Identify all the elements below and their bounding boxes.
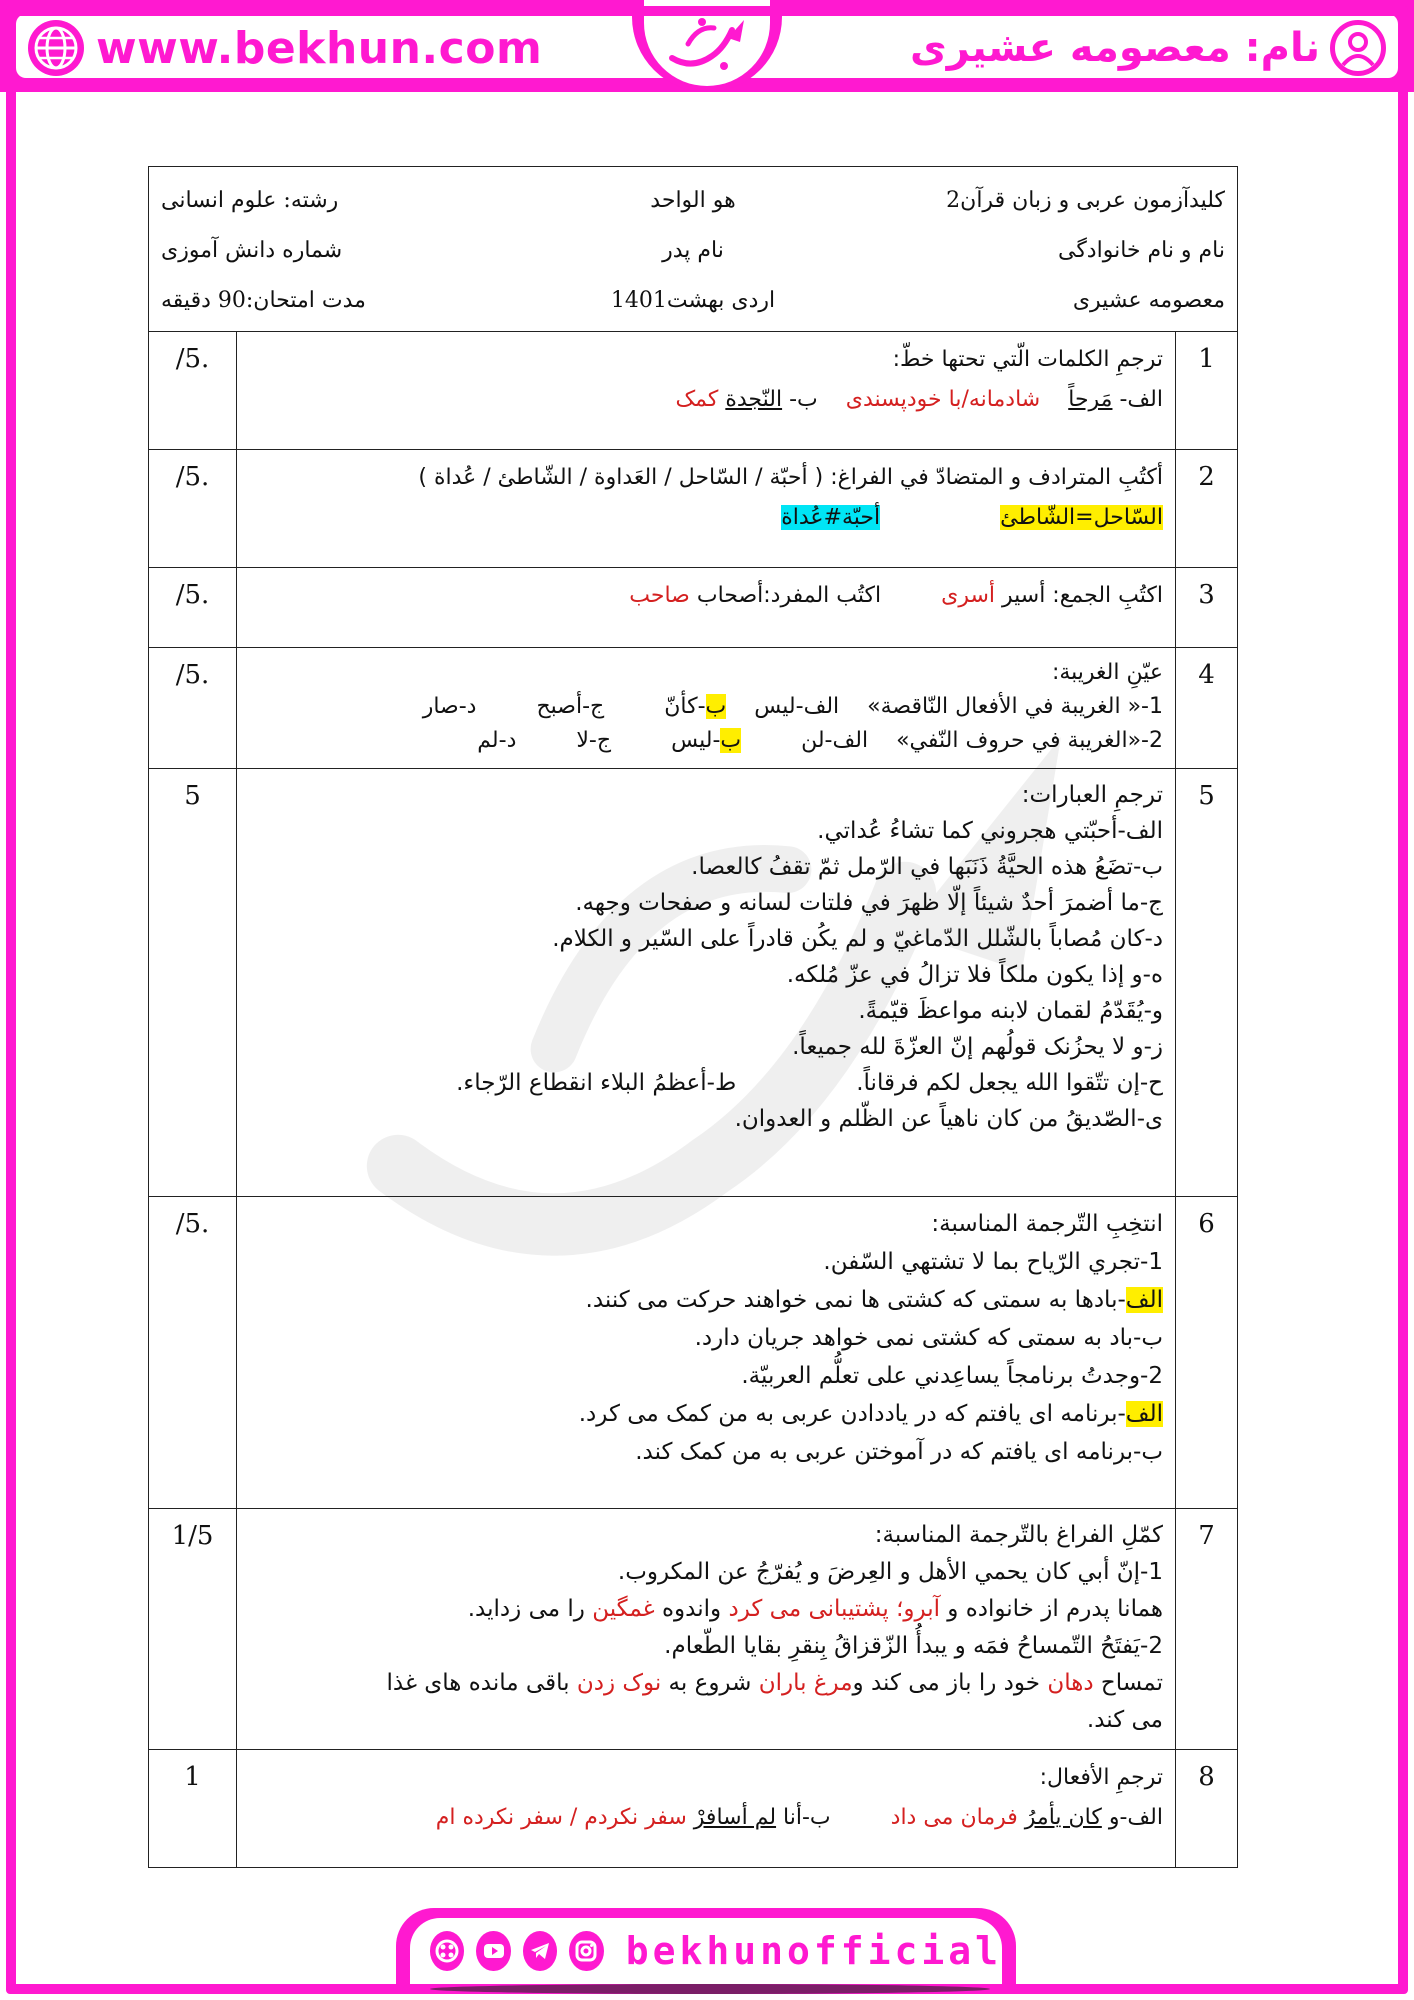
telegram-icon[interactable] (523, 1931, 557, 1971)
question-title: ترجمِ العبارات: (1021, 782, 1163, 808)
question-row-7 (149, 1509, 1238, 1750)
youtube-icon[interactable] (476, 1931, 510, 1971)
question-line: الف-بادها به سمتی که کشتی ها نمی خواهند حرکت می کنند. (585, 1287, 1163, 1313)
question-body (237, 1750, 1176, 1868)
aparat-icon[interactable] (430, 1931, 464, 1971)
exam-header-row (149, 167, 1238, 332)
question-line: ی-الصّدیقُ من کان ناهیاً عن الظّلم و العدوان. (734, 1106, 1163, 1132)
question-title: ترجمِ الأفعال: (1039, 1765, 1163, 1790)
answer-highlight: السّاحل=الشّاطئ (1000, 505, 1163, 530)
answer-text: نوک زدن (576, 1670, 662, 1696)
question-number: 1 (1176, 332, 1238, 450)
question-row-3 (149, 568, 1238, 648)
question-score: /5. (149, 648, 237, 769)
header-line-2 (161, 225, 1225, 275)
student-id-label: شماره دانش آموزی (161, 237, 343, 263)
exam-table (148, 166, 1238, 1868)
question-line: ب-تضَعُ هذه الحيَّةُ ذَنَبَها في الرّمل ثمّ تقفُ كالعصا. (691, 854, 1163, 880)
answer-highlight: ب (705, 694, 727, 719)
question-body (237, 450, 1176, 568)
question-line: 1-إنّ أبي كان يحمي الأهل و العِرضَ و يُفرّجُ عن المكروب. (617, 1559, 1163, 1585)
question-number: 7 (1176, 1509, 1238, 1750)
answer-text: شادمانه/با خودپسندی (845, 387, 1041, 412)
question-number: 3 (1176, 568, 1238, 648)
question-number: 4 (1176, 648, 1238, 769)
question-title: انتخِبِ التّرجمة المناسبة: (931, 1211, 1163, 1237)
answer-text: صاحب (629, 583, 690, 608)
exam-header (149, 167, 1238, 332)
teacher-name: معصومه عشیری (1072, 287, 1225, 313)
question-line: 1-« الغریبة في الأفعال النّاقصة»الف-لیسب-کأنّج-أصبحد-صار (422, 694, 1163, 719)
answer-text: مرغ باران (758, 1670, 853, 1696)
question-number: 6 (1176, 1197, 1238, 1509)
question-line: ح-إن تتّقوا الله يجعل لكم فرقاناً.ط-أعظمُ البلاء انقطاع الرّجاء. (456, 1070, 1163, 1096)
question-score: /5. (149, 1197, 237, 1509)
question-row-8 (149, 1750, 1238, 1868)
exam-date: اردی بهشت1401 (610, 287, 776, 313)
footer-handle[interactable]: bekhunofficial (625, 1929, 1002, 1973)
question-line: الف-أحبّتي هجروني كما تشاءُ عُداتي. (817, 818, 1163, 844)
answer-text: غمگین (592, 1596, 655, 1622)
question-row-4 (149, 648, 1238, 769)
question-row-5 (149, 769, 1238, 1197)
question-score: 1 (149, 1750, 237, 1868)
father-name-label: نام پدر (662, 237, 724, 263)
question-body (237, 332, 1176, 450)
question-line: اکتُبِ الجمع: أسیر أسریاکتُب المفرد:أصحاب صاحب (629, 583, 1163, 608)
question-line: 2-«الغریبة في حروف النّفي»الف-لنب-لیسج-لاد-لم (477, 728, 1163, 753)
answer-text: کمک (675, 387, 719, 412)
question-line: ز-و لا يحزُنک قولُهم إنّ العزّةَ لله جميعاً. (792, 1034, 1163, 1060)
social-bar (410, 1918, 1002, 1984)
question-score: /5. (149, 450, 237, 568)
answer-text: فرمان می داد (890, 1805, 1018, 1830)
question-row-6 (149, 1197, 1238, 1509)
question-line: ب-باد به سمتی که کشتی نمی خواهد جریان دارد. (694, 1325, 1163, 1351)
question-score: /5. (149, 568, 237, 648)
student-name: نام: معصومه عشیری (910, 25, 1320, 71)
question-title: أکتُبِ المترادف و المتضادّ في الفراغ: ( أحبّة / السّاحل / العَداوة / الشّاطئ / عُداة ) (418, 465, 1163, 490)
footer-tab (396, 1908, 1016, 1984)
exam-title: کلیدآزمون عربی و زبان قرآن2 (946, 187, 1225, 213)
underlined-word: النّجدة (725, 387, 783, 412)
answer-text: دهان (1047, 1670, 1094, 1696)
question-number: 2 (1176, 450, 1238, 568)
exam-invocation: هو الواحد (650, 187, 736, 213)
answer-text: أسری (941, 583, 995, 608)
question-line (249, 498, 1163, 538)
website-link[interactable]: www.bekhun.com (96, 22, 543, 74)
exam-field: رشته: علوم انسانی (161, 187, 339, 213)
question-line: د-كان مُصاباً بالشّلل الدّماغيّ و لم يكُن قادراً على السّير و الكلام. (552, 926, 1163, 952)
question-line: الف-و كان يأمرُ فرمان می دادب-أنا لم أسافرْ سفر نکردم / سفر نکرده ام (435, 1805, 1163, 1830)
question-line: ج-ما أضمرَ أحدٌ شيئاً إلّا ظهرَ في فلتات لسانه و صفحات وجهه. (575, 890, 1163, 916)
underlined-word: لم أسافرْ (693, 1805, 777, 1830)
question-line: تمساح دهان خود را باز می کند ومرغ باران شروع به نوک زدن باقی مانده های غذا (386, 1670, 1163, 1696)
question-title: کمّلِ الفراغ بالتّرجمة المناسبة: (874, 1522, 1163, 1548)
underlined-word: مَرحاً (1068, 387, 1113, 412)
answer-text: آبرو؛ پشتیبانی می کرد (728, 1596, 940, 1622)
question-line: 2-يَفتَحُ التّمساحُ فمَه و يبدأُ الزّقزاقُ بِنقرِ بقايا الطّعام. (664, 1633, 1163, 1659)
question-body (237, 568, 1176, 648)
answer-highlight: الف (1125, 1287, 1163, 1313)
question-line: 2-وجدتُ برنامجاً يساعِدني على تعلُّم العربيّة. (741, 1363, 1163, 1389)
header-line-1 (161, 175, 1225, 225)
instagram-icon[interactable] (569, 1931, 603, 1971)
question-line: ب-برنامه ای یافتم که در آموختن عربی به من کمک کند. (635, 1439, 1163, 1465)
question-line: الف- مَرحاًشادمانه/با خودپسندیب- النّجدة کمک (675, 387, 1163, 412)
question-row-2 (149, 450, 1238, 568)
footer-shadow (430, 1984, 990, 1994)
answer-highlight: أحبّة#عُداة (781, 505, 881, 530)
question-title: عیّنِ الغریبة: (1051, 660, 1163, 685)
answer-highlight: ب (720, 728, 742, 753)
question-body (237, 648, 1176, 769)
question-line: و-يُقَدّمُ لقمان لابنه مواعظَ قيّمةً. (858, 998, 1163, 1024)
question-line: ه-و إذا يكون ملكاً فلا تزالُ في عزّ مُلكه. (786, 962, 1163, 988)
question-number: 5 (1176, 769, 1238, 1197)
exam-duration: مدت امتحان:90 دقیقه (161, 287, 366, 313)
question-title: ترجمِ الکلمات الّتي تحتها خطّ: (892, 347, 1163, 372)
underlined-word: كان يأمرُ (1024, 1805, 1102, 1830)
question-body (237, 769, 1176, 1197)
header-line-3 (161, 275, 1225, 325)
question-line: 1-تجري الرّياح بما لا تشتهي السّفن. (823, 1249, 1163, 1275)
question-line: همانا پدرم از خانواده و آبرو؛ پشتیبانی می کرد واندوه غمگین را می زداید. (467, 1596, 1163, 1622)
answer-text: سفر نکردم / سفر نکرده ام (435, 1805, 687, 1830)
student-name-label: نام و نام خانوادگی (1057, 237, 1225, 263)
answer-highlight: الف (1125, 1401, 1163, 1427)
question-line: الف-برنامه ای یافتم که در یاددادن عربی به من کمک می کرد. (578, 1401, 1163, 1427)
question-body (237, 1197, 1176, 1509)
question-score: 1/5 (149, 1509, 237, 1750)
question-score: /5. (149, 332, 237, 450)
question-body (237, 1509, 1176, 1750)
question-number: 8 (1176, 1750, 1238, 1868)
question-score: 5 (149, 769, 237, 1197)
question-line: می کند. (1086, 1707, 1163, 1733)
question-row-1 (149, 332, 1238, 450)
